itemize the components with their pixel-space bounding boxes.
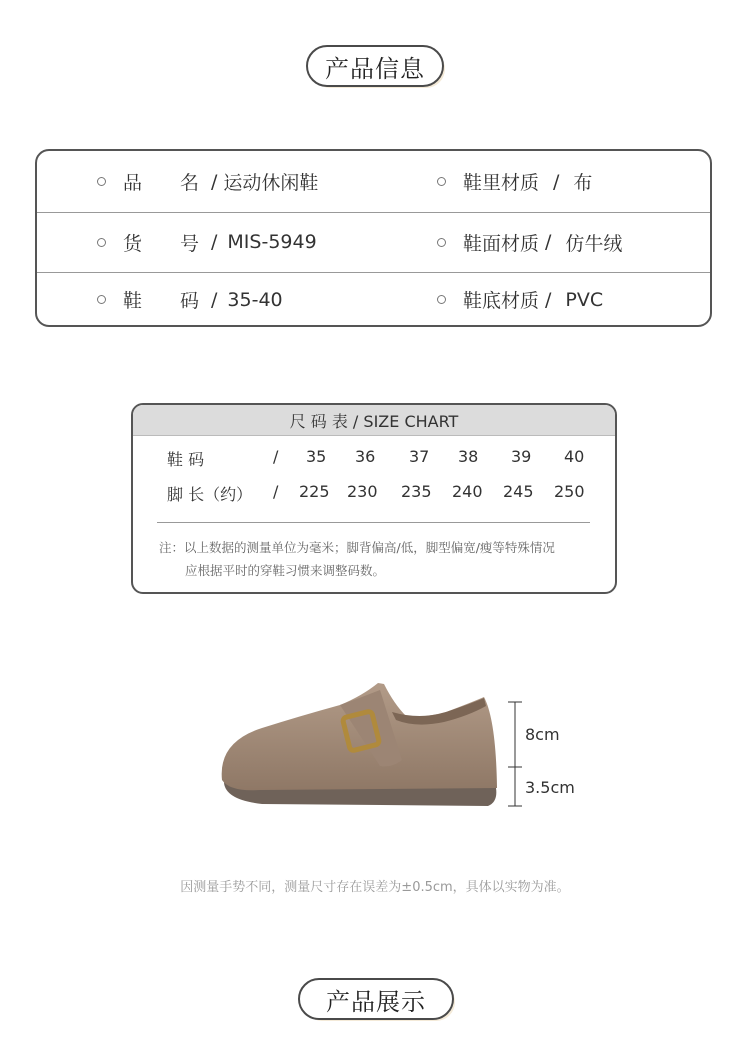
size-value: 39 bbox=[511, 447, 532, 466]
size-chart-header: 尺 码 表 / SIZE CHART bbox=[133, 405, 615, 436]
bullet-icon bbox=[437, 238, 446, 247]
sole-height-label: 3.5cm bbox=[525, 778, 575, 797]
shoe-opening bbox=[392, 698, 486, 725]
info-label: 鞋面材质 bbox=[463, 232, 540, 255]
size-value: 35 bbox=[306, 447, 327, 466]
buckle-icon bbox=[342, 711, 379, 751]
shoe-sole bbox=[224, 776, 496, 806]
info-separator: / bbox=[553, 170, 560, 193]
upper-height-label: 8cm bbox=[525, 725, 560, 744]
bullet-icon bbox=[97, 177, 106, 186]
info-label: 货 号 bbox=[123, 232, 200, 255]
size-value: 40 bbox=[564, 447, 585, 466]
section-title-product-display: 产品展示 bbox=[298, 978, 454, 1020]
size-value: 36 bbox=[355, 447, 376, 466]
size-row-label: 鞋 码 bbox=[167, 450, 205, 469]
size-chart-note bbox=[159, 536, 599, 582]
size-chart-divider bbox=[157, 522, 590, 523]
size-row-separator: / bbox=[273, 447, 279, 466]
info-cell-name bbox=[97, 168, 318, 195]
shoe-strap bbox=[340, 690, 402, 766]
length-value: 225 bbox=[299, 482, 330, 501]
bullet-icon bbox=[437, 177, 446, 186]
shoe-upper bbox=[222, 683, 497, 790]
info-value: 35-40 bbox=[227, 288, 283, 311]
info-label: 鞋 码 bbox=[123, 290, 200, 312]
length-value: 235 bbox=[401, 482, 432, 501]
info-separator: / bbox=[211, 231, 218, 253]
info-row bbox=[37, 272, 710, 327]
info-value: 运动休闲鞋 bbox=[223, 172, 319, 194]
info-cell-sole bbox=[437, 286, 603, 313]
info-value: 布 bbox=[573, 172, 593, 194]
product-info-table bbox=[35, 149, 712, 327]
length-value: 240 bbox=[452, 482, 483, 501]
info-cell-sku bbox=[97, 229, 317, 256]
section-title-product-info: 产品信息 bbox=[306, 45, 444, 87]
info-value: 仿牛绒 bbox=[565, 232, 623, 255]
info-separator: / bbox=[211, 288, 218, 311]
size-chart bbox=[131, 403, 617, 594]
info-row bbox=[37, 212, 710, 273]
info-value: MIS-5949 bbox=[227, 231, 317, 253]
info-row bbox=[37, 151, 710, 213]
note-line: 应根据平时的穿鞋习惯来调整码数。 bbox=[185, 563, 386, 578]
size-value: 37 bbox=[409, 447, 430, 466]
size-row-shoe-size bbox=[133, 447, 615, 473]
info-separator: / bbox=[545, 231, 552, 253]
info-label: 鞋底材质 bbox=[463, 290, 540, 312]
size-value: 38 bbox=[458, 447, 479, 466]
info-label: 品 名 bbox=[123, 172, 200, 194]
length-value: 245 bbox=[503, 482, 534, 501]
bullet-icon bbox=[97, 238, 106, 247]
info-cell-size bbox=[97, 286, 283, 313]
size-row-label: 脚 长（约） bbox=[167, 485, 253, 504]
measurement-disclaimer: 因测量手势不同，测量尺寸存在误差为±0.5cm，具体以实物为准。 bbox=[180, 880, 570, 895]
info-label: 鞋里材质 bbox=[463, 172, 540, 194]
size-row-separator: / bbox=[273, 482, 279, 501]
dimension-markers bbox=[508, 702, 522, 806]
length-value: 250 bbox=[554, 482, 585, 501]
length-value: 230 bbox=[347, 482, 378, 501]
info-value: PVC bbox=[565, 288, 604, 311]
note-line: 注：以上数据的测量单位为毫米；脚背偏高/低，脚型偏宽/瘦等特殊情况 bbox=[159, 540, 555, 555]
size-row-foot-length bbox=[133, 482, 615, 508]
info-separator: / bbox=[545, 288, 552, 311]
info-separator: / bbox=[211, 170, 218, 193]
bullet-icon bbox=[97, 295, 106, 304]
bullet-icon bbox=[437, 295, 446, 304]
info-cell-upper bbox=[437, 229, 622, 256]
info-cell-lining bbox=[437, 168, 592, 195]
